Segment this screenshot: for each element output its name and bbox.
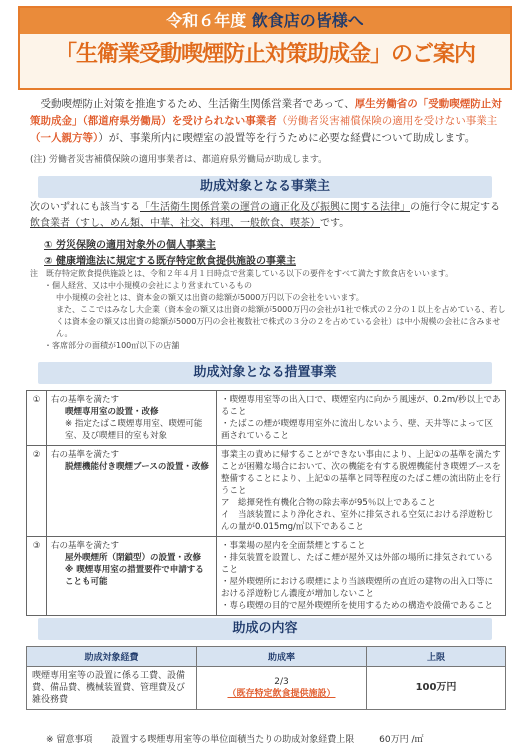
note-line: 中小規模の会社とは、資本金の額又は出資の総額が5000万円以下の会社をいいます。 xyxy=(56,293,364,302)
intro-note: (注) 労働者災害補償保険の適用事業者は、都道府県労働局が助成します。 xyxy=(30,155,328,165)
intro-text-d: ）が、事業所内に喫煙室の設置等を行うために必要な経費について助成します。 xyxy=(98,132,476,144)
measure-label-a: 右の基準を満たす xyxy=(51,541,120,551)
measure-label-b: 脱煙機能付き喫煙ブースの設置・改修 xyxy=(65,462,209,472)
table-row xyxy=(27,391,506,446)
footnote-value: 60万円 /㎡ xyxy=(379,735,424,745)
criteria-line: ・排気装置を設置し、たばこ煙が屋外又は外部の場所に排気されていること xyxy=(221,553,494,575)
note-line: ・個人経営、又は中小規模の会社により営まれているもの xyxy=(44,281,252,290)
row-number: ③ xyxy=(27,537,47,616)
measure-label-a: 右の基準を満たす xyxy=(51,450,120,460)
footnote-label: ※ 留意事項 xyxy=(46,735,93,745)
table-row xyxy=(27,537,506,616)
eligibility-item-2: ② 健康増進法に規定する既存特定飲食提供施設の事業主 xyxy=(44,256,296,267)
section-heading-measures: 助成対象となる措置事業 xyxy=(38,362,492,384)
measure-label-a: 右の基準を満たす xyxy=(51,395,120,405)
measure-label-b: 屋外喫煙所（閉鎖型）の設置・改修 xyxy=(65,553,202,563)
grant-footnote xyxy=(46,732,424,745)
intro-text-a: 受動喫煙防止対策を推進するため、生活衛生関係営業者であって、 xyxy=(40,98,355,110)
fiscal-year: 令和６年度 xyxy=(166,11,247,30)
elig-business-types: 飲食業者（すし、めん類、中華、社交、料理、一般飲食、喫茶） xyxy=(30,218,320,229)
column-header: 助成率 xyxy=(197,647,367,667)
measure-note: ※ 喫煙専用室の措置要件で申請することも可能 xyxy=(65,565,204,587)
criteria-line: ア 総揮発性有機化合物の除去率が95％以上であること xyxy=(221,498,436,508)
banner-top-bar xyxy=(20,8,510,34)
intro-text-b: （労働者災害補償保険の適用を受けない事業主 xyxy=(276,115,498,127)
criteria-line: ・たばこの煙が喫煙専用室外に流出しないよう、壁、天井等によって区画されていること xyxy=(221,419,494,441)
note-line: ・客席部分の面積が100㎡以下の店舗 xyxy=(44,341,180,350)
page-title: 「生衛業受動喫煙防止対策助成金」のご案内 xyxy=(54,42,475,67)
rate-cell xyxy=(197,667,367,710)
measure-label xyxy=(47,391,217,446)
elig-text-a: 次のいずれにも該当する xyxy=(30,202,140,213)
row-number: ② xyxy=(27,446,47,537)
measure-criteria xyxy=(217,446,506,537)
eligibility-item-1: ① 労災保険の適用対象外の個人事業主 xyxy=(44,240,216,251)
section-heading-grant: 助成の内容 xyxy=(38,618,492,640)
criteria-line: ・事業場の屋内を全面禁煙とすること xyxy=(221,541,366,551)
header-banner xyxy=(18,6,512,90)
row-number: ① xyxy=(27,391,47,446)
measure-note: ※ 指定たばこ喫煙専用室、喫煙可能室、及び喫煙目的室も対象 xyxy=(65,419,203,441)
grant-table xyxy=(26,646,506,710)
table-row xyxy=(27,667,506,710)
section-heading-eligible: 助成対象となる事業主 xyxy=(38,176,492,198)
criteria-line: ・喫煙専用室等の出入口で、喫煙室内に向かう風速が、0.2m/秒以上であること xyxy=(221,395,501,417)
measure-criteria xyxy=(217,537,506,616)
criteria-line: ・屋外喫煙所における喫煙により当該喫煙所の直近の建物の出入口等における浮遊粉じん濃度が増加しないこと xyxy=(221,577,494,599)
column-header: 上限 xyxy=(367,647,506,667)
expense-cell: 喫煙専用室等の設置に係る工費、設備費、備品費、機械装置費、管理費及び雑役務費 xyxy=(27,667,197,710)
criteria-line: イ 当該装置により浄化され、室外に排気される空気における浮遊粉じんの量が0.015mg/㎥以下であること xyxy=(221,510,494,532)
elig-law: 「生活衛生関係営業の運営の適正化及び振興に関する法律」 xyxy=(140,202,410,213)
note-line: また、ここではみなし大企業（資本金の額又は出資の総額が5000万円の会社が1社で株式の２分の１以上を占めている、若しくは資本金の額又は出資の総額が5000万円の会社複数社で株式の３分の２を占めている会社）は中小規模の会社に含みません。 xyxy=(56,305,506,338)
rate-note: （既存特定飲食提供施設） xyxy=(227,689,336,699)
measure-label xyxy=(47,446,217,537)
measure-label-b: 喫煙専用室の設置・改修 xyxy=(65,407,159,417)
audience-label: 飲食店の皆様へ xyxy=(251,11,364,30)
column-header: 助成対象経費 xyxy=(27,647,197,667)
intro-paragraph xyxy=(30,96,504,147)
rate-value: 2/3 xyxy=(274,677,289,687)
measure-criteria xyxy=(217,391,506,446)
eligibility-notes xyxy=(30,268,508,352)
table-row xyxy=(27,446,506,537)
footnote-text: 設置する喫煙専用室等の単位面積当たりの助成対象経費上限 xyxy=(111,735,355,745)
measures-table xyxy=(26,390,506,616)
criteria-line: ・専ら喫煙の目的で屋外喫煙所を使用するための構造や設備であること xyxy=(221,601,494,611)
eligibility-text xyxy=(30,200,504,232)
limit-cell: 100万円 xyxy=(367,667,506,710)
measure-label xyxy=(47,537,217,616)
intro-text-c: （一人親方等） xyxy=(30,132,99,144)
elig-text-c: です。 xyxy=(320,218,350,229)
table-header-row xyxy=(27,647,506,667)
note-line: 注 既存特定飲食提供施設とは、令和２年４月１日時点で営業している以下の要件をすべて満たす飲食店をいいます。 xyxy=(30,269,454,278)
criteria-line: 事業主の責めに帰することができない事由により、上記①の基準を満たすことが困難な場合において、次の機能を有する脱煙機能付き喫煙ブースを整備することにより、上記①の基準と同等程度のたばこ煙の流出防止を行うこと xyxy=(221,450,501,496)
intro-highlight: 厚生労働省の「受動喫煙防止対策助成金」（都道府県労働局）を受けられない事業者 xyxy=(30,98,502,127)
elig-text-b: の施行令に規定する xyxy=(410,202,500,213)
